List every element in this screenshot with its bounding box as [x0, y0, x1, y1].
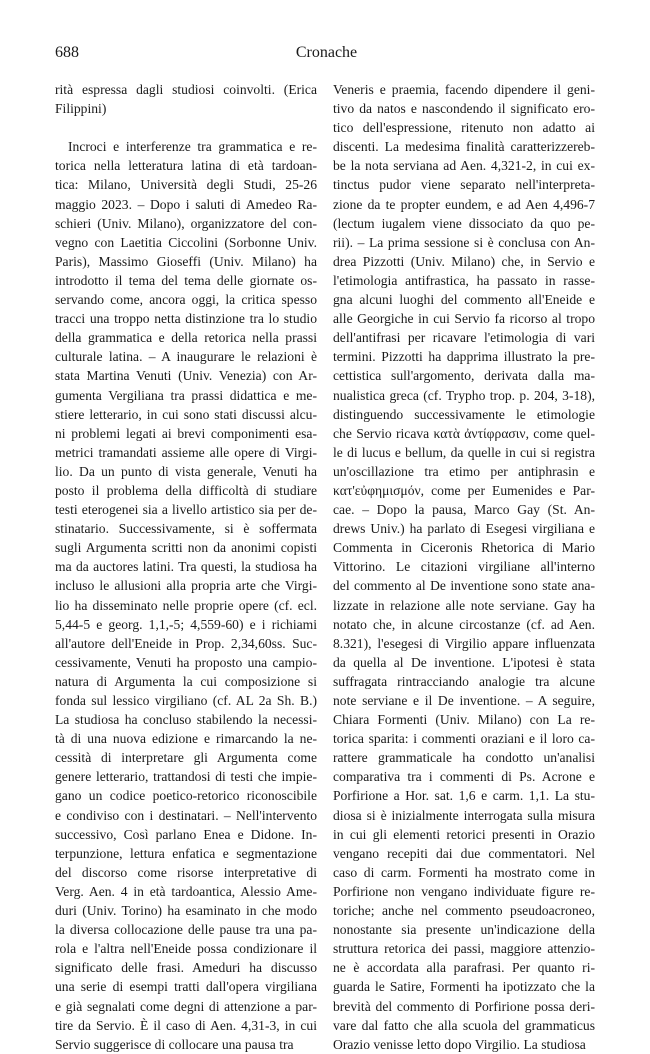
left-column-line: terpunzione, lettura enfatica e segmentazione [55, 845, 317, 861]
right-column-line: Porfirione non vengano individuate figure re- [333, 883, 595, 899]
left-column-line: del discorso come risorse interpretative di [55, 864, 317, 880]
left-column-line: significato delle frasi. Ameduri ha discusso [55, 960, 317, 976]
left-column-line: stata Martina Venuti (Univ. Venezia) con Ar- [55, 368, 317, 384]
right-column-line: brevità del commento di Porfirione possa deri- [333, 998, 595, 1014]
right-column-line: lizzate in relazione alle note serviane. Gay ha [333, 597, 595, 613]
right-column-line: comparativa tra i commenti di Ps. Acrone e [333, 769, 595, 785]
left-column-line: ni problemi legati ai brevi componimenti esa- [55, 425, 317, 441]
left-column-line: successivo, Così parlano Enea e Didone. In- [55, 826, 317, 842]
right-column [333, 80, 595, 1054]
left-column-line: Servio suggerisce di collocare una pausa tra [55, 1036, 294, 1052]
left-column-line: e condiviso con i destinatari. – Nell'intervento [55, 807, 317, 823]
page-header [55, 44, 598, 66]
left-column-line: 5,44-5 e georg. 1,1,-5; 4,559-60) e i richiami [55, 616, 317, 632]
right-column-line: suffragata rintracciando analogie tra alcune [333, 673, 595, 689]
right-column-line: vengano recepiti dai due commentatori. Nel [333, 845, 595, 861]
left-column-line: ma da auctores latini. Tra questi, la studiosa ha [55, 559, 317, 575]
right-column-line: nonostante sia presente un'indicazione della [333, 922, 595, 938]
right-column-line: discenti. La medesima finalità caratterizzereb- [333, 139, 595, 155]
left-column-line: tire da Servio. È il caso di Aen. 4,31-3, in cui [55, 1017, 317, 1033]
left-column-line: gano un codice poetico-retorico riconoscibile [55, 788, 317, 804]
right-column-line: caso di carm. Formenti ha mostrato come in [333, 864, 595, 880]
right-column-line: note serviane e il De inventione. – A seguire, [333, 693, 595, 708]
left-column-line: all'autore dell'Eneide in Prop. 2,34,60ss. Suc- [55, 635, 317, 651]
right-column-line: (lectum iugalem viene dissociato da quo pe- [333, 215, 595, 231]
left-column-line: sugli Argumenta scritti non da anonimi copisti [55, 540, 317, 556]
right-column-line: ne è accordata alla parafrasi. Per quanto ri- [333, 960, 595, 976]
right-column-line: in cui gli elementi retorici presenti in Orazio [333, 826, 595, 842]
right-column-line: Porfirione a Hor. sat. 1,6 e carm. 1,1. La stu- [333, 788, 595, 804]
right-column-line: notato che, in alcune circostanze (cf. ad Aen. [333, 616, 595, 632]
left-column-line: tà di una nuova edizione e rimarcando la ne- [55, 731, 317, 747]
left-column-line: la diversa collocazione delle pause tra una pa- [55, 922, 317, 938]
right-column-line: guarda le Satire, Formenti ha ipotizzato che la [333, 979, 595, 995]
left-column-line: Incroci e interferenze tra grammatica e re- [68, 139, 317, 155]
left-column-line: rola e l'altra nell'Eneide possa condizionare il [55, 941, 317, 957]
right-column-line: rii). – La prima sessione si è conclusa con An- [333, 234, 595, 250]
left-column-line: maggio 2023. – Dopo i saluti di Amedeo Ra- [55, 196, 317, 212]
left-column-line: stiere letterario, in cui sono stati discussi alcu- [55, 406, 317, 422]
left-column-line: stinatario. Successivamente, si è soffermata [55, 521, 317, 537]
right-column-line: un'oscillazione tra etimo per antiphrasin e [333, 463, 595, 479]
left-column-line: natura di Argumenta la cui composizione si [55, 673, 317, 689]
right-column-line: distinguendo successivamente le etimologie [333, 406, 595, 422]
right-column-line: κατ'εὐφημισμόν, come per Eumenides e Par- [333, 482, 595, 498]
page-number: 688 [55, 44, 79, 61]
left-column-line: torica nella letteratura latina di età tardoan- [55, 158, 317, 174]
right-column-line: Vittorino. Le citazioni virgiliane all'interno [333, 559, 595, 575]
right-column-line: Chiara Formenti (Univ. Milano) con La re- [333, 712, 595, 728]
right-column-line: drea Pizzotti (Univ. Milano) che, in Servio e [333, 253, 595, 269]
right-column-line: rattere grammaticale ha condotto un'analisi [333, 750, 595, 766]
right-column-line: Orazio venisse letto dopo Virgilio. La studiosa [333, 1036, 586, 1052]
left-column-line: lio ha disseminato nelle proprie opere (cf. ecl. [55, 597, 317, 613]
left-column-line [55, 118, 317, 137]
left-column-line: metrici tramandati assieme alle opere di Virgi- [55, 444, 317, 460]
right-column-line: vare dal fatto che alla scuola del grammaticus [333, 1017, 595, 1033]
right-column-line: del commento al De inventione sono state ana- [333, 578, 595, 594]
left-column-line: vegno con Laetitia Ciccolini (Sorbonne Univ. [55, 234, 317, 250]
left-column-line: La studiosa ha concluso stabilendo la necessi- [55, 712, 317, 728]
right-column-line: tinctus pudor viene separato nell'interpreta- [333, 177, 595, 193]
left-column-line: tracci una troppo netta distinzione tra lo studio [55, 311, 317, 327]
right-column-line: dell'antifrasi per ricavare l'etimologia di vari [333, 330, 595, 346]
left-column-line: culturale latina. – A inaugurare le relazioni è [55, 349, 317, 365]
right-column-line: termini. Pizzotti ha dapprima illustrato la pre- [333, 349, 595, 365]
right-column-line: toriche; anche nel commento pseudoacroneo, [333, 903, 595, 919]
right-column-line: torica sparita: i commenti oraziani e il loro ca- [333, 731, 595, 747]
left-column-line: servando come, ancora oggi, la critica spesso [55, 292, 317, 308]
left-column-line: testi eterogenei sia a livello artistico sia per de- [55, 502, 317, 518]
left-column-line: gumenta Vergiliana tra prassi didattica e me- [55, 387, 317, 403]
right-column-line: zione da te propter eundem, e ad Aen 4,496-7 [333, 196, 595, 212]
right-column-line: struttura retorica dei passi, maggiore attenzio- [333, 941, 595, 957]
right-column-line: l'etimologia antifrastica, ha passato in rasse- [333, 272, 595, 288]
left-column-line: incluso le allusioni alla propria arte che Virgi- [55, 578, 317, 594]
right-column-line: drews Univ.) ha parlato di Esegesi virgiliana e [333, 521, 595, 537]
left-column-line: Paris), Massimo Gioseffi (Univ. Milano) ha [55, 253, 317, 269]
left-column-line: Verg. Aen. 4 in età tardoantica, Alessio Ame- [55, 883, 317, 899]
left-column-line: introdotto il tema del tema delle giornate os- [55, 272, 317, 288]
left-column-line: tica: Milano, Università degli Studi, 25-26 [55, 177, 317, 193]
left-column-line: cessivamente, Venuti ha proposto una campio- [55, 654, 317, 670]
right-column-line: gna alcuni luoghi del commento all'Eneide e [333, 292, 595, 308]
left-column-line: duri (Univ. Torino) ha esaminato in che modo [55, 903, 317, 919]
right-column-line: 8.321), l'esegesi di Virgilio appare influenzata [333, 635, 595, 651]
left-column-line: genere letterario, trattandosi di testi che impie- [55, 769, 317, 785]
right-column-line: da quella al De inventione. L'ipotesi è stata [333, 654, 595, 670]
left-column-line: lio. Da un punto di vista generale, Venuti ha [55, 463, 317, 479]
right-column-line: nualistica greca (cf. Trypho trop. p. 204, 3-18), [333, 387, 595, 403]
right-column-line: alle Georgiche in cui Servio fa ricorso al tropo [333, 311, 595, 327]
right-column-line: tivo da natos e nascondendo il significato ero- [333, 101, 595, 117]
left-column-line: Filippini) [55, 101, 107, 117]
left-column-line: posto il problema della difficoltà di studiare [55, 482, 317, 498]
left-column-line: cessità di interpretare gli Argumenta come [55, 750, 317, 766]
right-column-line: be la nota serviana ad Aen. 4,321-2, in cui ex- [333, 158, 595, 174]
right-column-line: Veneris e praemia, facendo dipendere il geni- [333, 82, 595, 97]
right-column-line: cettistica sull'argomento, derivata dalla ma- [333, 368, 595, 384]
right-column-line: cae. – Dopo la pausa, Marco Gay (St. An- [333, 502, 595, 518]
left-column-line: una serie di esempi tratti dall'opera virgiliana [55, 979, 317, 995]
running-title: Cronache [295, 44, 358, 61]
left-column [55, 80, 317, 1054]
right-column-line: le di lucus e bellum, da quelle in cui si registra [333, 444, 595, 460]
right-column-line: tico dell'espressione, ritenuto non adatto ai [333, 120, 595, 136]
left-column-line: rità espressa dagli studiosi coinvolti. (Erica [55, 82, 317, 97]
right-column-line: Commenta in Ciceronis Rhetorica di Mario [333, 540, 595, 556]
right-column-line: che Servio ricava κατὰ ἀντίφρασιν, come quel- [333, 425, 595, 441]
left-column-line: e già segnalati come degni di attenzione a par- [55, 998, 317, 1014]
left-column-line: schieri (Univ. Milano), organizzatore del con- [55, 215, 317, 231]
left-column-line: fonda sul lessico virgiliano (cf. AL 2a Sh. B.) [55, 693, 317, 708]
left-column-line: della grammatica e della retorica nella prassi [55, 330, 317, 346]
right-column-line: diosa si è inizialmente interrogata sulla misura [333, 807, 595, 823]
